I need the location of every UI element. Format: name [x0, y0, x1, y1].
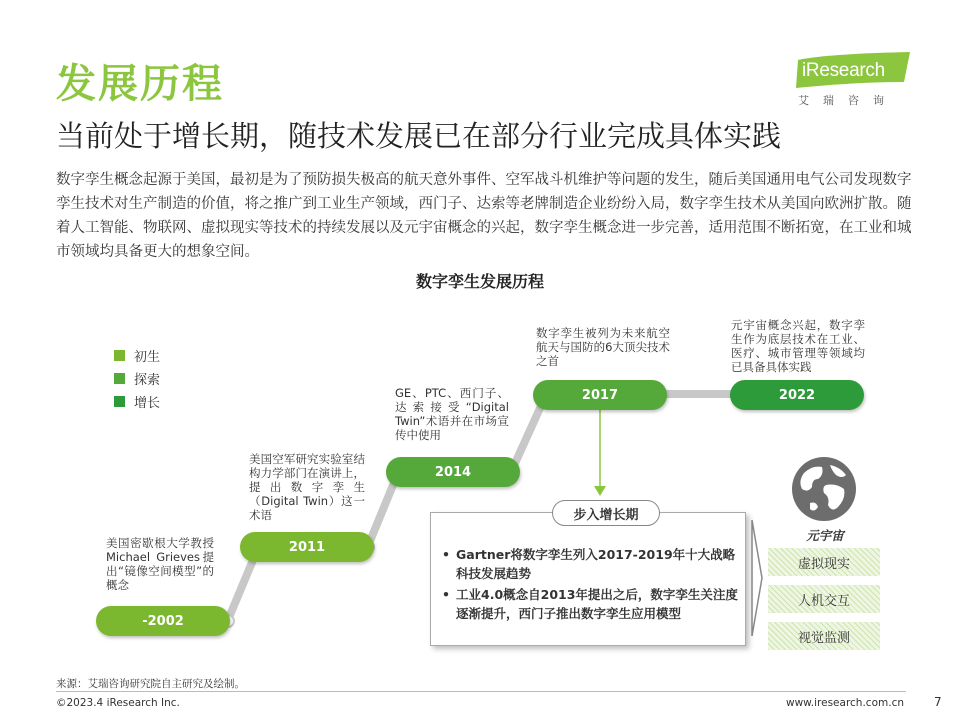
- milestone-pill-2014: 2014: [386, 457, 520, 487]
- metaverse-title: 元宇宙: [806, 528, 844, 543]
- milestone-pill-2011: 2011: [240, 532, 374, 562]
- globe-icon: [790, 455, 858, 523]
- growth-bullet-list: [440, 545, 740, 625]
- logo-subtitle: 艾瑞咨询: [798, 94, 898, 107]
- metaverse-tag: 虚拟现实: [768, 548, 880, 576]
- growth-bullet: • Gartner将数字孪生列入2017-2019年十大战略科技发展趋势: [440, 545, 740, 583]
- source-note: 来源：艾瑞咨询研究院自主研究及绘制。: [56, 678, 245, 690]
- legend-label: 增长: [134, 396, 161, 411]
- milestone-note-2022: 元宇宙概念兴起，数字孪生作为底层技术在工业、医疗、城市管理等领域均已具备具体实践: [731, 318, 865, 374]
- milestone-note-2014: GE、PTC、西门子、达索接受“Digital Twin”术语并在市场宣传中使用: [395, 386, 509, 442]
- intro-paragraph: 数字孪生概念起源于美国，最初是为了预防损失极高的航天意外事件、空军战斗机维护等问题的发生，随后美国通用电气公司发现数字孪生技术对生产制造的价值，将之推广到工业生产领域，西门子、达索等老牌制造企业纷纷入局，数字孪生技术从美国向欧洲扩散。随着人工智能、物联网、虚拟现实等技术的持续发展以及元宇宙概念的兴起，数字孪生概念进一步完善，适用范围不断拓宽，在工业和城市领域均具备更大的想象空间。: [56, 172, 912, 260]
- milestone-pill-2017: 2017: [533, 380, 667, 410]
- metaverse-chevron-icon: [752, 520, 762, 636]
- metaverse-tag: 视觉监测: [768, 622, 880, 650]
- page-subtitle: 当前处于增长期，随技术发展已在部分行业完成具体实践: [56, 119, 782, 153]
- chart-title: 数字孪生发展历程: [415, 272, 544, 291]
- growth-arrow-head-icon: [594, 486, 606, 496]
- growth-stage-label: 步入增长期: [552, 500, 660, 526]
- page-number: 7: [934, 695, 942, 709]
- legend-label: 探索: [134, 373, 161, 388]
- milestone-note-2011: 美国空军研究实验室结构力学部门在演讲上，提出数字孪生（Digital Twin）这一术语: [249, 452, 365, 522]
- metaverse-tag: 人机交互: [768, 585, 880, 613]
- milestone-note-2002: 美国密歇根大学教授Michael Grieves提出“镜像空间模型”的概念: [106, 536, 214, 592]
- milestone-pill-2022: 2022: [730, 380, 864, 410]
- website-link[interactable]: www.iresearch.com.cn: [785, 697, 904, 709]
- legend-label: 初生: [134, 350, 161, 365]
- growth-bullet: • 工业4.0概念自2013年提出之后，数字孪生关注度逐渐提升，西门子推出数字孪生应用模型: [440, 585, 740, 623]
- milestone-pill-2002: -2002: [96, 606, 230, 636]
- footer-divider: [56, 691, 906, 692]
- logo-text: iResearch: [802, 60, 885, 81]
- page-title: 发展历程: [56, 61, 224, 107]
- copyright: ©2023.4 iResearch Inc.: [56, 697, 180, 709]
- milestone-note-2017: 数字孪生被列为未来航空航天与国防的6大顶尖技术之首: [536, 326, 670, 368]
